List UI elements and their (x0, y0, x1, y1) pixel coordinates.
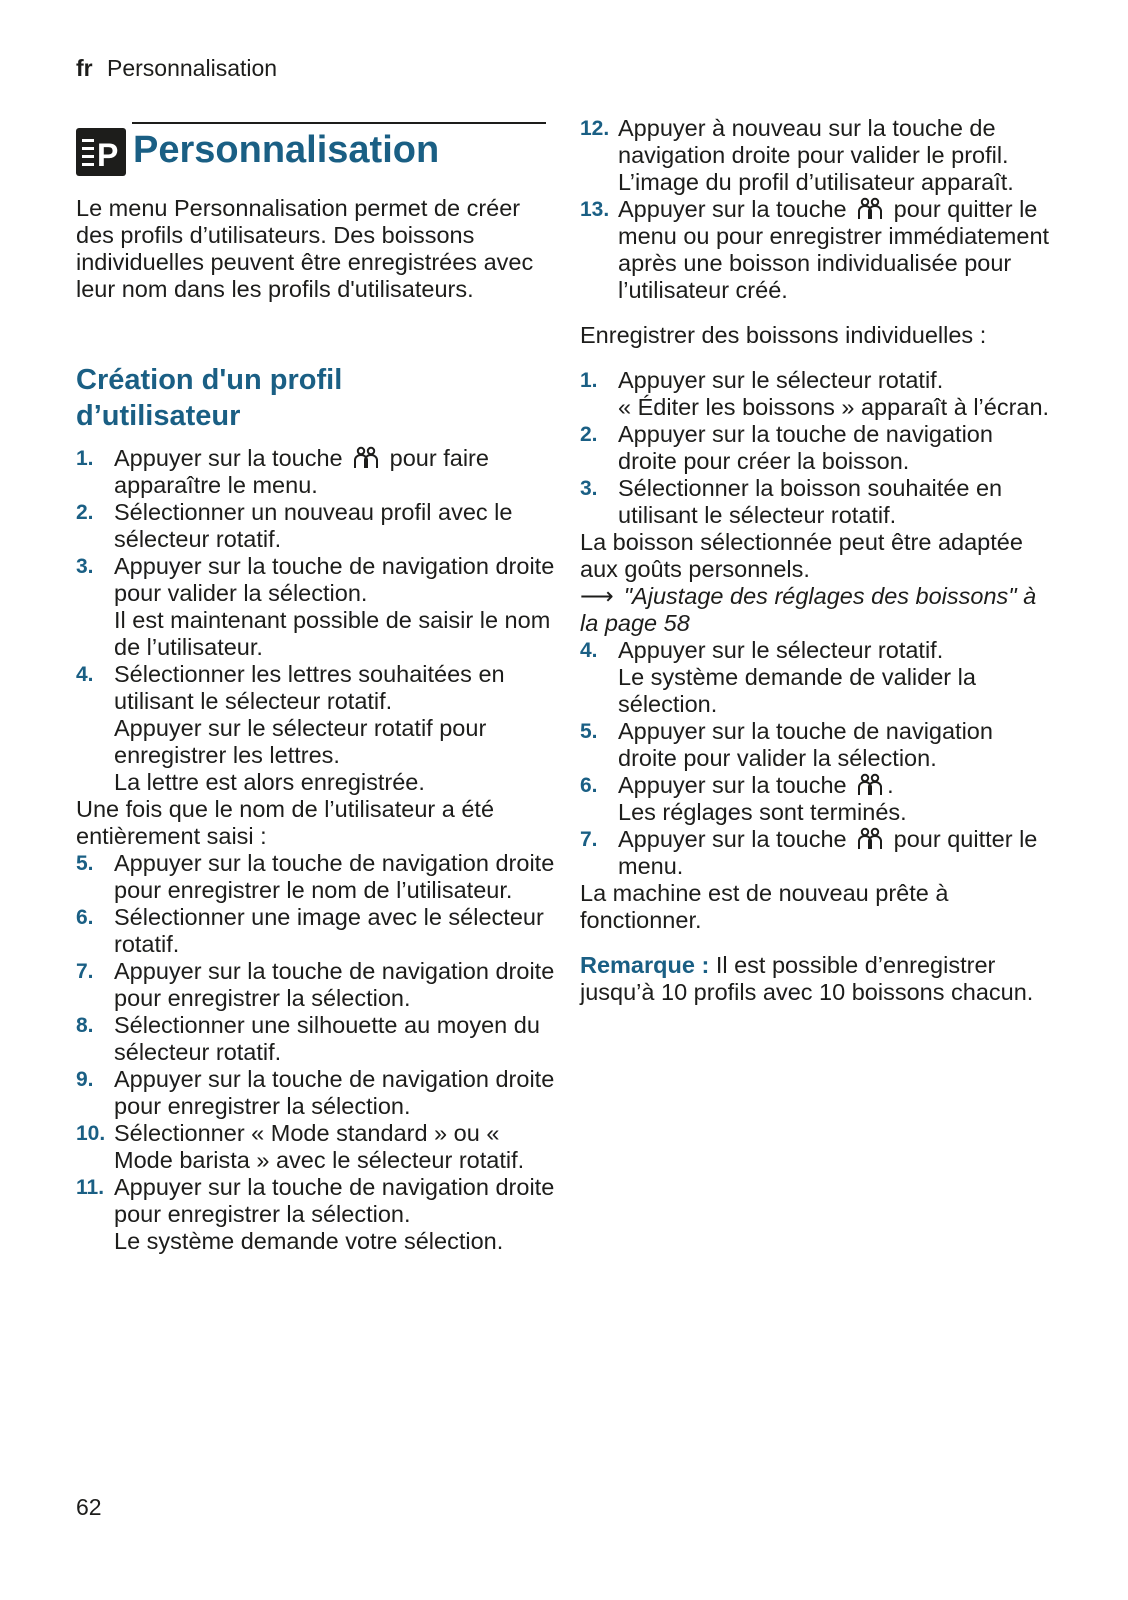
step-number: 3. (76, 555, 94, 578)
step-number: 3. (580, 477, 598, 500)
subsection-heading-line2: d’utilisateur (76, 400, 241, 432)
step-text-cont: pour faire apparaître le menu. (114, 445, 489, 498)
step-4 (76, 661, 556, 796)
intro-paragraph: Le menu Personnalisation permet de créer des profils d’utilisateurs. Des boissons individuelles peuvent être enregistrées avec leur nom dans les profils d'utilisateurs. (76, 195, 534, 302)
user-profile-key-icon (856, 773, 884, 797)
step-number: 8. (76, 1014, 94, 1037)
step-result: « Éditer les boissons » apparaît à l’écran. (618, 394, 1050, 420)
step-number: 6. (580, 774, 598, 797)
step-11 (76, 1174, 556, 1255)
drink-step-7 (580, 826, 1050, 880)
drink-note: La boisson sélectionnée peut être adaptée aux goûts personnels. (580, 529, 1023, 582)
title-icon-letter: P (97, 137, 119, 173)
subsection-heading-line1: Création d'un profil (76, 364, 343, 396)
step-result: Il est maintenant possible de saisir le nom de l’utilisateur. (114, 607, 551, 660)
step-8 (76, 1012, 556, 1066)
step-text: Sélectionner « Mode standard » ou « Mode barista » avec le sélecteur rotatif. (114, 1120, 525, 1173)
section-title-block (76, 118, 546, 178)
step-text-2: Appuyer sur le sélecteur rotatif pour enregistrer les lettres. (114, 715, 487, 768)
arrow-icon: ⟶ (580, 583, 614, 609)
drink-step-6 (580, 772, 1050, 826)
step-text: Appuyer sur la touche de navigation droite pour enregistrer le nom de l’utilisateur. (114, 850, 555, 903)
running-head-section: Personnalisation (107, 55, 278, 81)
step-6 (76, 904, 556, 958)
step-text: Appuyer sur la touche (618, 196, 847, 222)
step-text: Appuyer sur la touche (114, 445, 343, 471)
cross-reference[interactable] (580, 583, 1050, 637)
step-text: Appuyer sur la touche de navigation droite pour enregistrer la sélection. (114, 1066, 555, 1119)
interlude-text: Une fois que le nom de l’utilisateur a été entièrement saisi : (76, 796, 495, 849)
step-text: Sélectionner une silhouette au moyen du sélecteur rotatif. (114, 1012, 540, 1065)
note-block (580, 952, 1050, 1006)
left-step-list (76, 445, 556, 1255)
step-text: Sélectionner la boisson souhaitée en utilisant le sélecteur rotatif. (618, 475, 1003, 528)
step-number: 5. (76, 852, 94, 875)
step-number: 11. (76, 1176, 105, 1199)
step-number: 5. (580, 720, 598, 743)
drink-step-5 (580, 718, 1050, 772)
save-drinks-intro: Enregistrer des boissons individuelles : (580, 322, 987, 348)
step-text: Appuyer sur la touche de navigation droite pour enregistrer la sélection. (114, 958, 555, 1011)
user-profile-key-icon (352, 446, 380, 470)
step-number: 6. (76, 906, 94, 929)
page-number: 62 (76, 1494, 102, 1520)
step-text: Appuyer sur la touche de navigation droite pour enregistrer la sélection. (114, 1174, 555, 1227)
step-result: L’image du profil d’utilisateur apparaît. (618, 169, 1014, 195)
step-result: La lettre est alors enregistrée. (114, 769, 425, 795)
cross-reference-link[interactable]: "Ajustage des réglages des boissons" à la page 58 (580, 583, 1037, 636)
running-head (76, 52, 277, 84)
drink-step-3 (580, 475, 1050, 529)
step-text: Appuyer sur la touche (618, 826, 847, 852)
step-number: 7. (76, 960, 94, 983)
right-step-list (580, 115, 1050, 1006)
step-number: 1. (76, 447, 94, 470)
step-text: Sélectionner un nouveau profil avec le sélecteur rotatif. (114, 499, 513, 552)
note-text: Il est possible d’enregistrer jusqu’à 10 profils avec 10 boissons chacun. (580, 952, 1034, 1005)
step-text-cont: . (887, 772, 894, 798)
step-number: 4. (580, 639, 598, 662)
step-2 (76, 499, 556, 553)
user-profile-key-icon (856, 827, 884, 851)
note-label: Remarque : (580, 952, 710, 978)
page-title: Personnalisation (133, 129, 440, 171)
drink-step-2 (580, 421, 1050, 475)
step-text-cont: pour quitter le menu. (618, 826, 1038, 879)
step-text: Appuyer sur la touche (618, 772, 847, 798)
step-number: 2. (76, 501, 94, 524)
language-code: fr (76, 55, 93, 81)
step-text: Appuyer à nouveau sur la touche de navigation droite pour valider le profil. (618, 115, 1009, 168)
step-13 (580, 196, 1050, 304)
step-9 (76, 1066, 556, 1120)
step-text: Appuyer sur la touche de navigation droite pour valider la sélection. (114, 553, 555, 606)
outro-text: La machine est de nouveau prête à fonctionner. (580, 880, 949, 933)
drink-step-1 (580, 367, 1050, 421)
step-number: 1. (580, 369, 598, 392)
subsection-heading (76, 362, 546, 434)
step-1 (76, 445, 556, 499)
step-5 (76, 850, 556, 904)
step-result: Les réglages sont terminés. (618, 799, 907, 825)
step-number: 13. (580, 198, 610, 221)
step-number: 7. (580, 828, 598, 851)
personalisation-menu-icon (76, 128, 126, 176)
step-text-cont: pour quitter le menu ou pour enregistrer immédiatement après une boisson individualisée pour l’utilisateur créé. (618, 196, 1050, 303)
step-text: Appuyer sur le sélecteur rotatif. (618, 637, 944, 663)
step-10 (76, 1120, 556, 1174)
drink-step-4 (580, 637, 1050, 718)
step-12 (580, 115, 1050, 196)
step-number: 10. (76, 1122, 106, 1145)
step-text: Appuyer sur la touche de navigation droite pour créer la boisson. (618, 421, 993, 474)
user-profile-key-icon (856, 197, 884, 221)
step-number: 9. (76, 1068, 94, 1091)
step-text: Sélectionner une image avec le sélecteur rotatif. (114, 904, 544, 957)
step-number: 4. (76, 663, 94, 686)
step-result: Le système demande votre sélection. (114, 1228, 504, 1254)
step-text: Appuyer sur la touche de navigation droite pour valider la sélection. (618, 718, 993, 771)
step-7 (76, 958, 556, 1012)
step-text: Sélectionner les lettres souhaitées en utilisant le sélecteur rotatif. (114, 661, 505, 714)
step-number: 2. (580, 423, 598, 446)
step-3 (76, 553, 556, 661)
step-text: Appuyer sur le sélecteur rotatif. (618, 367, 944, 393)
step-result: Le système demande de valider la sélection. (618, 664, 976, 717)
step-number: 12. (580, 117, 610, 140)
title-rule (132, 122, 546, 124)
